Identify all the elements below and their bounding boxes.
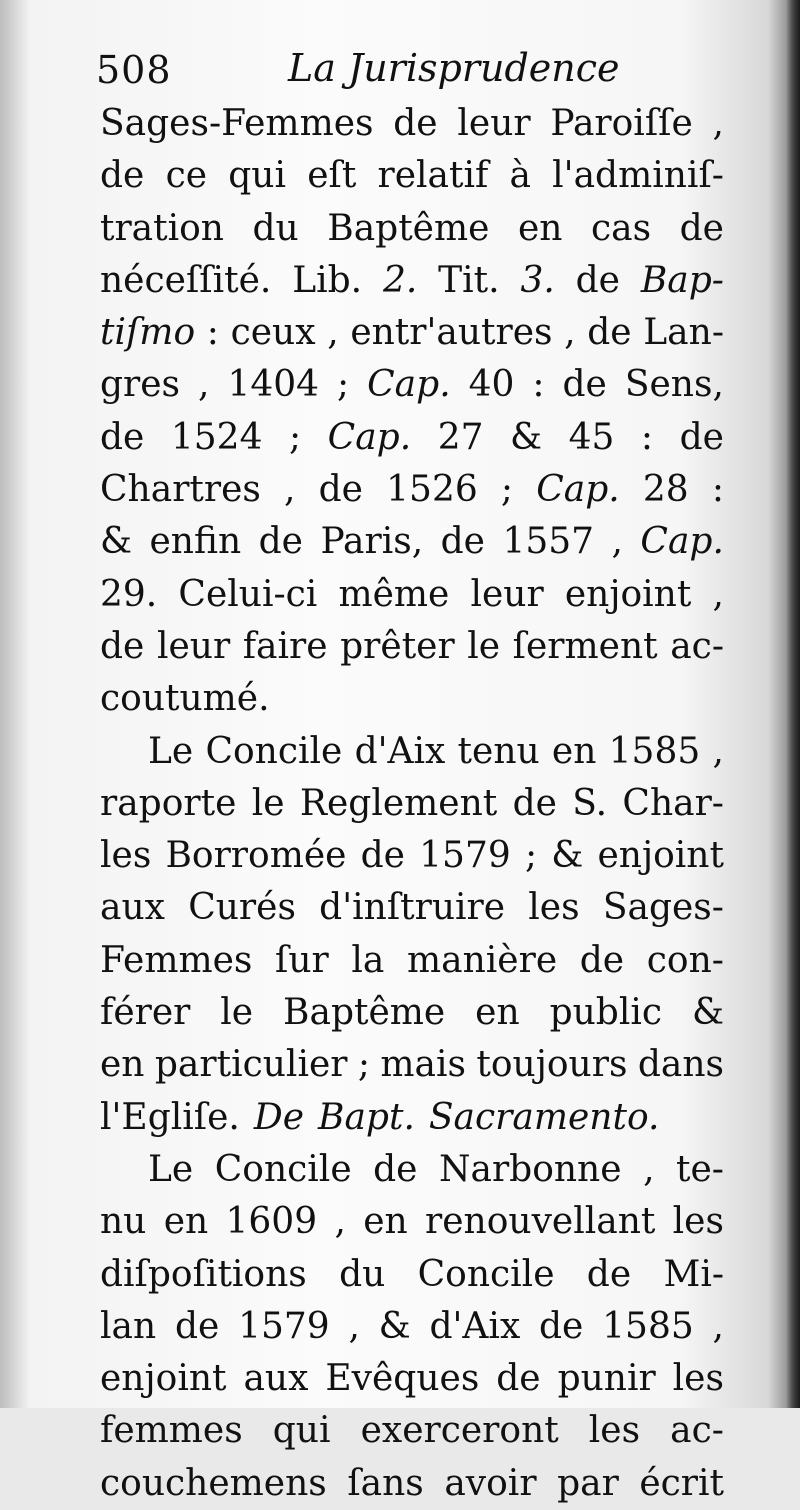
text-line: femmes qui exerceront les ac-	[100, 1410, 724, 1452]
text-line: de ce qui eſt relatif à l'adminiſ-	[100, 155, 724, 197]
text-line: Le Concile de Narbonne , te-	[148, 1148, 724, 1190]
text-line: 29. Celui-ci même leur enjoint ,	[100, 573, 724, 615]
text-line: en particulier ; mais toujours dans	[100, 1044, 724, 1086]
text-line: diſpoſitions du Concile de Mi-	[100, 1253, 724, 1295]
text-line: l'Egliſe. De Bapt. Sacramento.	[100, 1096, 660, 1138]
text-line: de 1524 ; Cap. 27 & 45 : de	[100, 416, 724, 458]
text-line: lan de 1579 , & d'Aix de 1585 ,	[100, 1305, 724, 1347]
text-line: de leur faire prêter le ſerment ac-	[100, 625, 724, 667]
running-header	[96, 40, 726, 96]
text-line: néceſſité. Lib. 2. Tit. 3. de Bap-	[100, 259, 724, 301]
text-line: couchemens ſans avoir par écrit	[100, 1462, 724, 1504]
body-text	[100, 98, 724, 1510]
text-line: les Borromée de 1579 ; & enjoint	[100, 835, 724, 877]
page-number: 508	[96, 48, 172, 92]
text-line: Femmes ſur la manière de con-	[100, 939, 724, 981]
text-line: tiſmo : ceux , entr'autres , de Lan-	[100, 312, 724, 354]
text-line: enjoint aux Evêques de punir les	[100, 1358, 724, 1400]
text-line: Le Concile d'Aix tenu en 1585 ,	[148, 730, 724, 772]
text-line: aux Curés d'inſtruire les Sages-	[100, 887, 724, 929]
text-line: tration du Baptême en cas de	[100, 207, 724, 249]
text-line: nu en 1609 , en renouvellant les	[100, 1201, 724, 1243]
text-line: gres , 1404 ; Cap. 40 : de Sens,	[100, 364, 724, 406]
running-title: La Jurisprudence	[288, 46, 620, 90]
text-line: & enfin de Paris, de 1557 , Cap.	[100, 521, 724, 563]
text-line: férer le Baptême en public &	[100, 992, 724, 1034]
text-line: coutumé.	[100, 678, 270, 720]
text-line: Sages-Femmes de leur Paroiſſe ,	[100, 103, 724, 144]
text-line: raporte le Reglement de S. Char-	[100, 782, 724, 824]
binding-shadow	[0, 0, 30, 1408]
text-line: Chartres , de 1526 ; Cap. 28 :	[100, 469, 724, 511]
page-edge-shadow	[786, 0, 800, 1408]
